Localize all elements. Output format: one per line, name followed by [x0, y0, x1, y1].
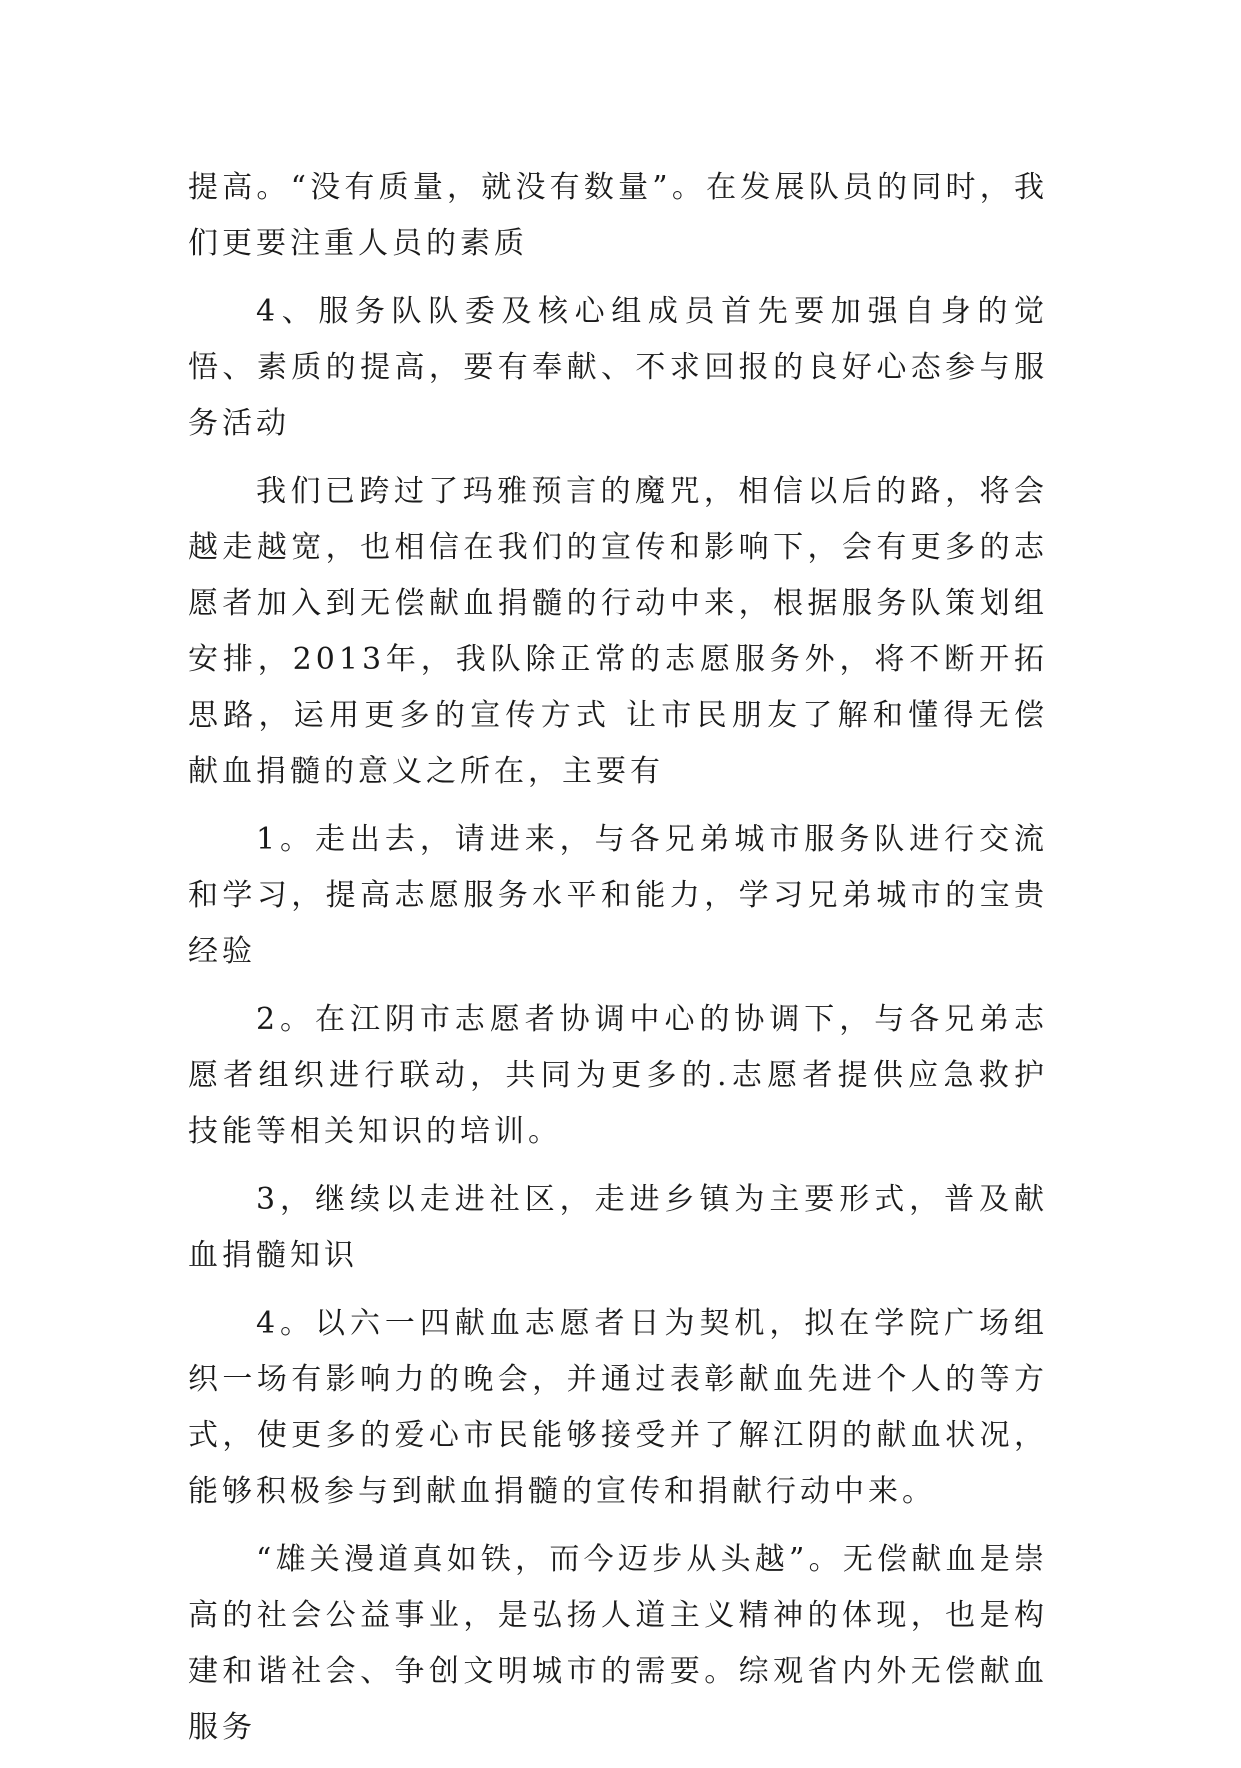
- paragraph-plan-item-4: 4。以六一四献血志愿者日为契机，拟在学院广场组织一场有影响力的晚会，并通过表彰献血先进个人的等方式，使更多的爱心市民能够接受并了解江阴的献血状况，能够积极参与到献血捐髓的宣传和捐献行动中来。: [188, 1306, 1048, 1509]
- paragraph-closing: “雄关漫道真如铁，而今迈步从头越”。无偿献血是崇高的社会公益事业，是弘扬人道主义精神的体现，也是构建和谐社会、争创文明城市的需要。综观省内外无偿献血服务: [188, 1542, 1048, 1745]
- paragraph-quality-note: 提高。“没有质量，就没有数量”。在发展队员的同时，我们更要注重人员的素质: [188, 170, 1048, 261]
- document-body: [188, 160, 1048, 1768]
- paragraph-committee-item-4: 4、服务队队委及核心组成员首先要加强自身的觉悟、素质的提高，要有奉献、不求回报的良好心态参与服务活动: [188, 294, 1048, 441]
- paragraph-plan-item-1: 1。走出去，请进来，与各兄弟城市服务队进行交流和学习，提高志愿服务水平和能力，学习兄弟城市的宝贵经验: [188, 822, 1048, 969]
- paragraph-2013-plan-intro: 我们已跨过了玛雅预言的魔咒，相信以后的路，将会越走越宽，也相信在我们的宣传和影响下，会有更多的志愿者加入到无偿献血捐髓的行动中来，根据服务队策划组安排，2013年，我队除正常的志愿服务外，将不断开拓思路，运用更多的宣传方式 让市民朋友了解和懂得无偿献血捐髓的意义之所在，主要有: [188, 474, 1048, 789]
- paragraph-plan-item-3: 3，继续以走进社区，走进乡镇为主要形式，普及献血捐髓知识: [188, 1182, 1048, 1273]
- paragraph-plan-item-2: 2。在江阴市志愿者协调中心的协调下，与各兄弟志愿者组织进行联动，共同为更多的.志愿者提供应急救护技能等相关知识的培训。: [188, 1002, 1048, 1149]
